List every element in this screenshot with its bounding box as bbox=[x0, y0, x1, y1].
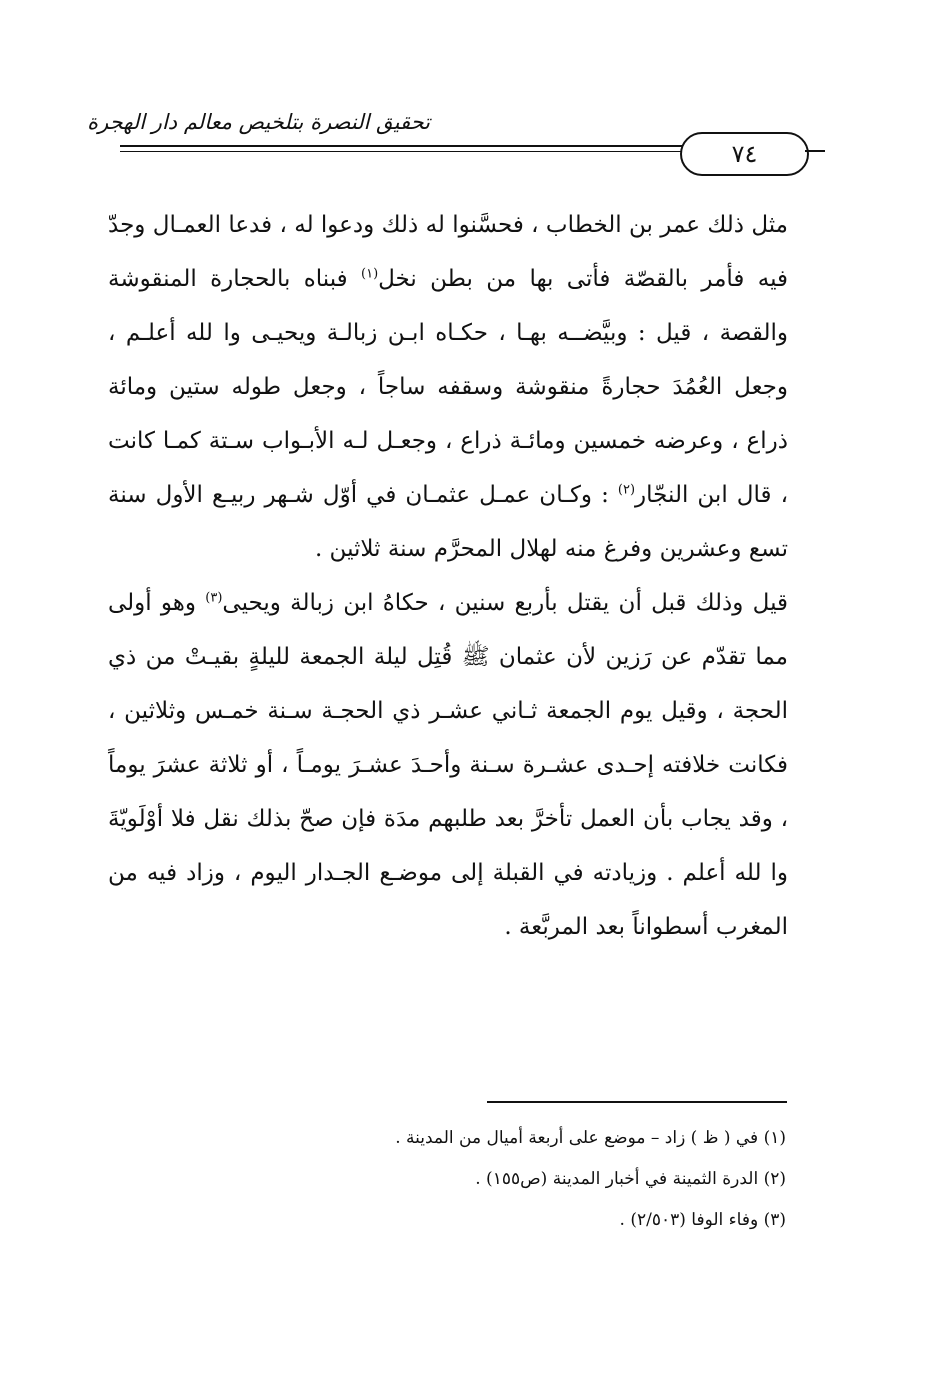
paragraph-text: : وكـان عمـل عثمـان في أوّل شـهر ربيـع الأول سنة تسع وعشرين وفرغ منه لهلال المحرَّم سنة ثلاثين . bbox=[108, 482, 788, 562]
running-header bbox=[87, 100, 810, 180]
footnote-marker: (١) bbox=[361, 266, 379, 282]
footnotes bbox=[300, 1118, 786, 1241]
page-number-badge bbox=[680, 132, 809, 176]
book-title: تحقيق النصرة بتلخيص معالم دار الهجرة bbox=[87, 110, 430, 134]
paragraph-text: وهو أولى مما تقدّم عن رَزين لأن عثمان ﷺ قُتِل ليلة الجمعة لليلةٍ بقيـتْ من ذي الحجة ، وقيل يوم الجمعة ثـاني عشـر ذي الحجـة سـنة خمـس وثلاثين ، فكانت خلافته إحـدى عشـرة سـنة وأحـدَ عشـرَ يومـاً ، أو ثلاثة عشرَ يوماً ، وقد يجاب بأن العمل تأخرَّ بعد طلبهم مدَة فإن صحّ بذلك نقل فلا أوْلَويّةَ وا لله أعلم . وزيادته في القبلة إلى موضـع الجـدار اليوم ، وزاد فيه من المغرب أسطواناً بعد المربَّعة . bbox=[108, 590, 788, 940]
paragraph-text: قيل وذلك قبل أن يقتل بأربع سنين ، حكاهُ ابن زبالة ويحيى bbox=[222, 590, 789, 616]
footnote-2: (٢) الدرة الثمينة في أخبار المدينة (ص١٥٥) . bbox=[475, 1169, 786, 1189]
paragraph-2 bbox=[108, 576, 788, 954]
badge-tail-line bbox=[805, 150, 825, 152]
body-text bbox=[108, 198, 788, 954]
footnote-separator bbox=[487, 1101, 787, 1103]
paragraph-text: مثل ذلك عمر بن الخطاب ، فحسَّنوا له ذلك ودعوا له ، فدعا العمـال وجدّ فيه فأمر بالقصّة فأتى بها من بطن نخل bbox=[108, 212, 788, 292]
header-rule-thick bbox=[120, 145, 700, 147]
footnote-3: (٣) وفاء الوفا (٢/٥٠٣) . bbox=[619, 1210, 786, 1230]
page-number: ٧٤ bbox=[731, 140, 758, 168]
paragraph-1 bbox=[108, 198, 788, 576]
footnote-marker: (٢) bbox=[617, 482, 636, 498]
header-rule-thin bbox=[120, 151, 700, 152]
footnote-marker: (٣) bbox=[205, 590, 223, 606]
paragraph-text: فبناه بالحجارة المنقوشة والقصة ، قيل : وبيَّضــه بهـا ، حكـاه ابـن زبالـة ويحيـى وا لله أعلـم ، وجعل العُمُدَ حجارةً منقوشة وسقفه ساجاً ، وجعل طوله ستين ومائة ذراع ، وعرضه خمسين ومائـة ذراع ، وجعـل لـه الأبـواب سـتة كمـا كانت ، قال ابن النجّار bbox=[108, 266, 788, 508]
footnote-1: (١) في ( ظ ) زاد – موضع على أربعة أميال من المدينة . bbox=[395, 1128, 786, 1148]
